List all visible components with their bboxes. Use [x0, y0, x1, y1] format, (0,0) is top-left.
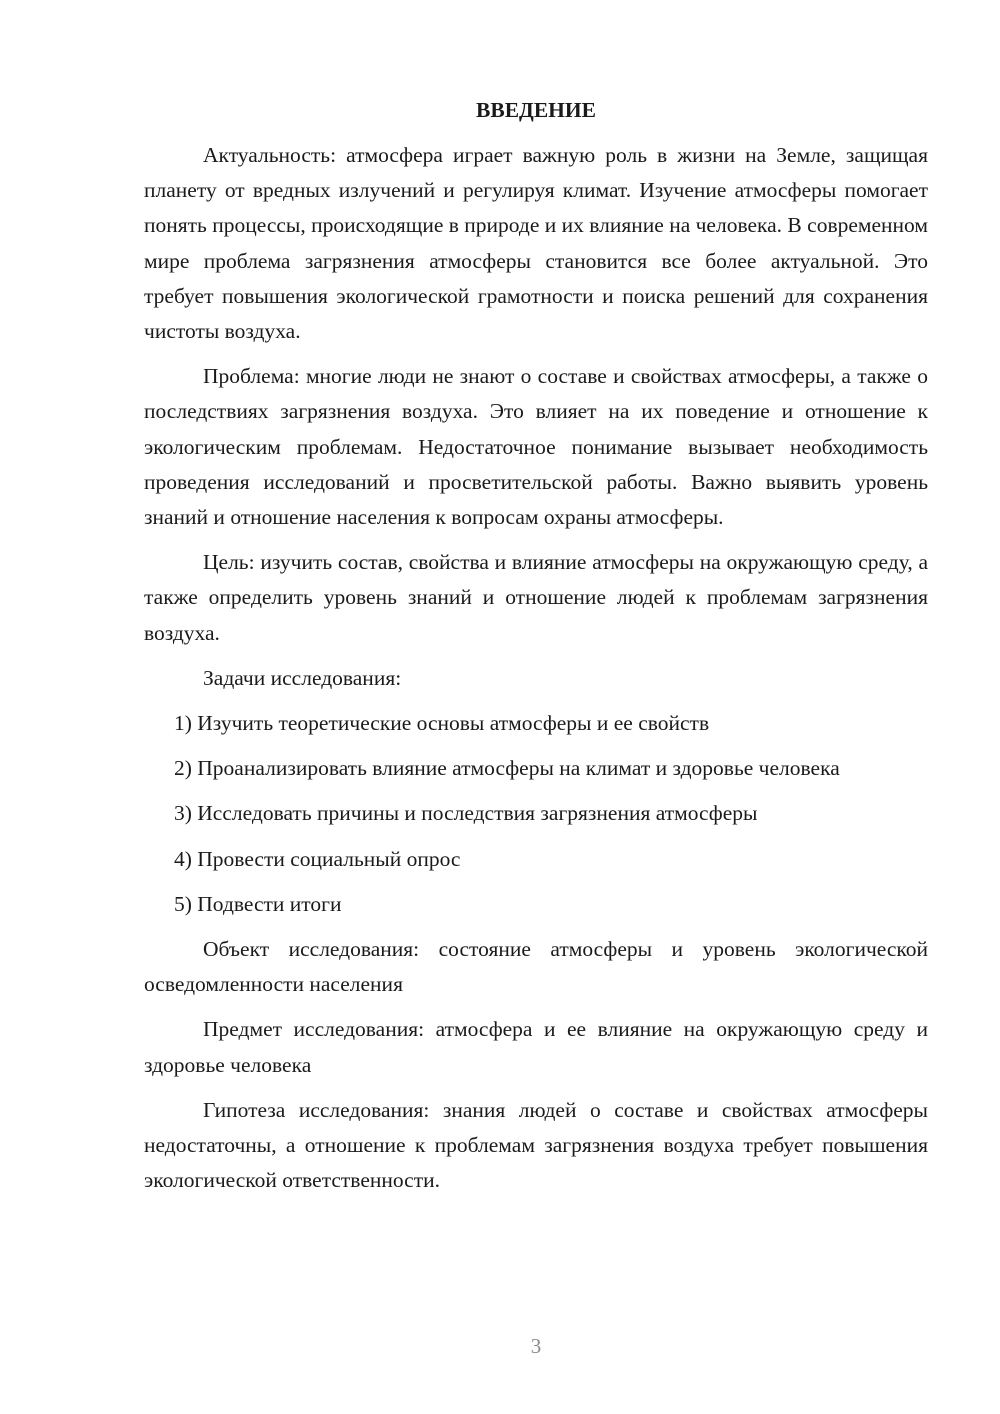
paragraph-object: Объект исследования: состояние атмосферы и уровень экологической осведомленности населения: [144, 937, 928, 997]
task-item: 4) Провести социальный опрос: [174, 846, 461, 871]
tasks-heading: Задачи исследования:: [203, 665, 402, 690]
paragraph-problem: Проблема: многие люди не знают о составе и свойствах атмосферы, а также о последствиях загрязнения воздуха. Это влияет на их поведение и отношение к экологическим проблемам. Недостаточное понимание вызывает необходимость проведения исследований и просветительской работы. Важно выявить уровень знаний и отношение населения к вопросам охраны атмосферы.: [144, 364, 928, 530]
task-item: 5) Подвести итоги: [174, 891, 342, 916]
paragraph-hypothesis: Гипотеза исследования: знания людей о составе и свойствах атмосферы недостаточны, а отношение к проблемам загрязнения воздуха требует повышения экологической ответственности.: [144, 1097, 928, 1193]
task-item: 3) Исследовать причины и последствия загрязнения атмосферы: [174, 801, 758, 826]
paragraph-goal: Цель: изучить состав, свойства и влияние атмосферы на окружающую среду, а также определить уровень знаний и отношение людей к проблемам загрязнения воздуха.: [144, 550, 928, 645]
task-list: [144, 706, 928, 922]
task-item: 2) Проанализировать влияние атмосферы на климат и здоровье человека: [174, 756, 840, 781]
section-title: ВВЕДЕНИЕ: [476, 98, 596, 122]
page-number: 3: [530, 1334, 542, 1358]
paragraph-subject: Предмет исследования: атмосфера и ее влияние на окружающую среду и здоровье человека: [144, 1017, 928, 1077]
paragraph-relevance: Актуальность: атмосфера играет важную роль в жизни на Земле, защищая планету от вредных излучений и регулируя климат. Изучение атмосферы помогает понять процессы, происходящие в природе и их влияние на человека. В современном мире проблема загрязнения атмосферы становится все более актуальной. Это требует повышения экологической грамотности и поиска решений для сохранения чистоты воздуха.: [144, 143, 928, 344]
task-item: 1) Изучить теоретические основы атмосферы и ее свойств: [174, 711, 710, 736]
document-page: [144, 92, 928, 1208]
